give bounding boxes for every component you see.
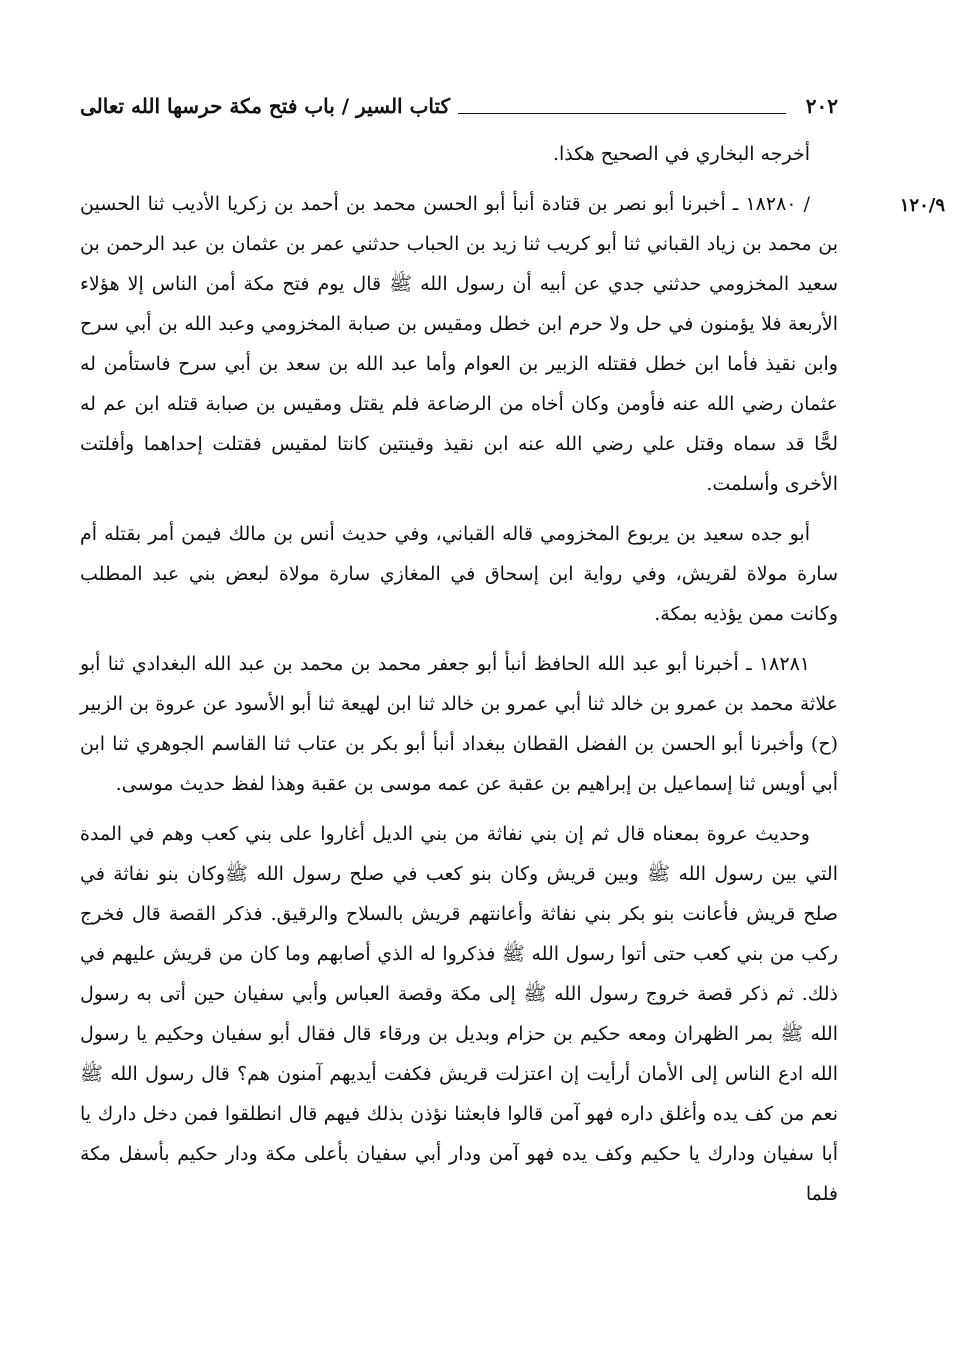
header-rule	[458, 113, 786, 114]
page-number: ٢٠٢	[805, 94, 838, 118]
paragraph-3: أبو جده سعيد بن يربوع المخزومي قاله القباني، وفي حديث أنس بن مالك فيمن أمر بقتله أم سارة مولاة لقريش، وفي رواية ابن إسحاق في المغازي سارة مولاة لبعض بني عبد المطلب وكانت ممن يؤذيه بمكة.	[80, 523, 838, 625]
page-header	[80, 88, 838, 124]
paragraph-4: ١٨٢٨١ ـ أخبرنا أبو عبد الله الحافظ أنبأ أبو جعفر محمد بن محمد بن عبد الله البغدادي ثنا أبو علاثة محمد بن عمرو بن خالد ثنا أبي عمرو بن خالد ثنا ابن لهيعة ثنا أبو الأسود عن عروة بن الزبير (ح) وأخبرنا أبو الحسن بن الفضل القطان ببغداد أنبأ أبو بكر بن عتاب ثنا القاسم الجوهري ثنا ابن أبي أويس ثنا إسماعيل بن إبراهيم بن عقبة عن عمه موسى بن عقبة وهذا لفظ حديث موسى.	[80, 653, 838, 795]
paragraph-1: أخرجه البخاري في الصحيح هكذا.	[552, 143, 810, 165]
margin-reference: ١٢٠/٩	[899, 195, 945, 216]
paragraph-5: وحديث عروة بمعناه قال ثم إن بني نفاثة من بني الديل أغاروا على بني كعب وهم في المدة التي بين رسول الله ﷺ وبين قريش وكان بنو كعب في صلح رسول الله ﷺوكان بنو نفاثة في صلح قريش فأعانت بنو بكر بني نفاثة وأعانتهم قريش بالسلاح والرقيق. فذكر القصة قال فخرج ركب من بني كعب حتى أتوا رسول الله ﷺ فذكروا له الذي أصابهم وما كان من قريش عليهم في ذلك. ثم ذكر قصة خروج رسول الله ﷺ إلى مكة وقصة العباس وأبي سفيان حين أتى به رسول الله ﷺ بمر الظهران ومعه حكيم بن حزام وبديل بن ورقاء قال فقال أبو سفيان وحكيم يا رسول الله ادع الناس إلى الأمان أرأيت إن اعتزلت قريش فكفت أيديهم آمنون هم؟ قال رسول الله ﷺ نعم من كف يده وأغلق داره فهو آمن قالوا فابعثنا نؤذن بذلك فيهم قال انطلقوا فمن دخل دارك يا أبا سفيان ودارك يا حكيم وكف يده فهو آمن ودار أبي سفيان بأعلى مكة ودار حكيم بأسفل مكة فلما	[80, 823, 838, 1205]
running-title: كتاب السير / باب فتح مكة حرسها الله تعالى	[80, 94, 451, 118]
paragraph-2: / ١٨٢٨٠ ـ أخبرنا أبو نصر بن قتادة أنبأ أبو الحسن محمد بن أحمد بن زكريا الأديب ثنا الحسين بن محمد بن زياد القباني ثنا أبو كريب ثنا زيد بن الحباب حدثني عمر بن عثمان بن عبد الرحمن بن سعيد المخزومي حدثني جدي عن أبيه أن رسول الله ﷺ قال يوم فتح مكة أمن الناس إلا هؤلاء الأربعة فلا يؤمنون في حل ولا حرم ابن خطل ومقيس بن صبابة المخزومي وعبد الله بن أبي سرح وابن نقيذ فأما ابن خطل فقتله الزبير بن العوام وأما عبد الله بن سعد بن أبي سرح فاستأمن له عثمان رضي الله عنه فأومن وكان أخاه من الرضاعة فلم يقتل ومقيس بن صبابة قتله ابن عم له لحًّا قد سماه وقتل علي رضي الله عنه ابن نقيذ وقينتين كانتا لمقيس فقتلت إحداهما وأفلتت الأخرى وأسلمت.	[80, 193, 838, 495]
body-text	[80, 134, 838, 1224]
